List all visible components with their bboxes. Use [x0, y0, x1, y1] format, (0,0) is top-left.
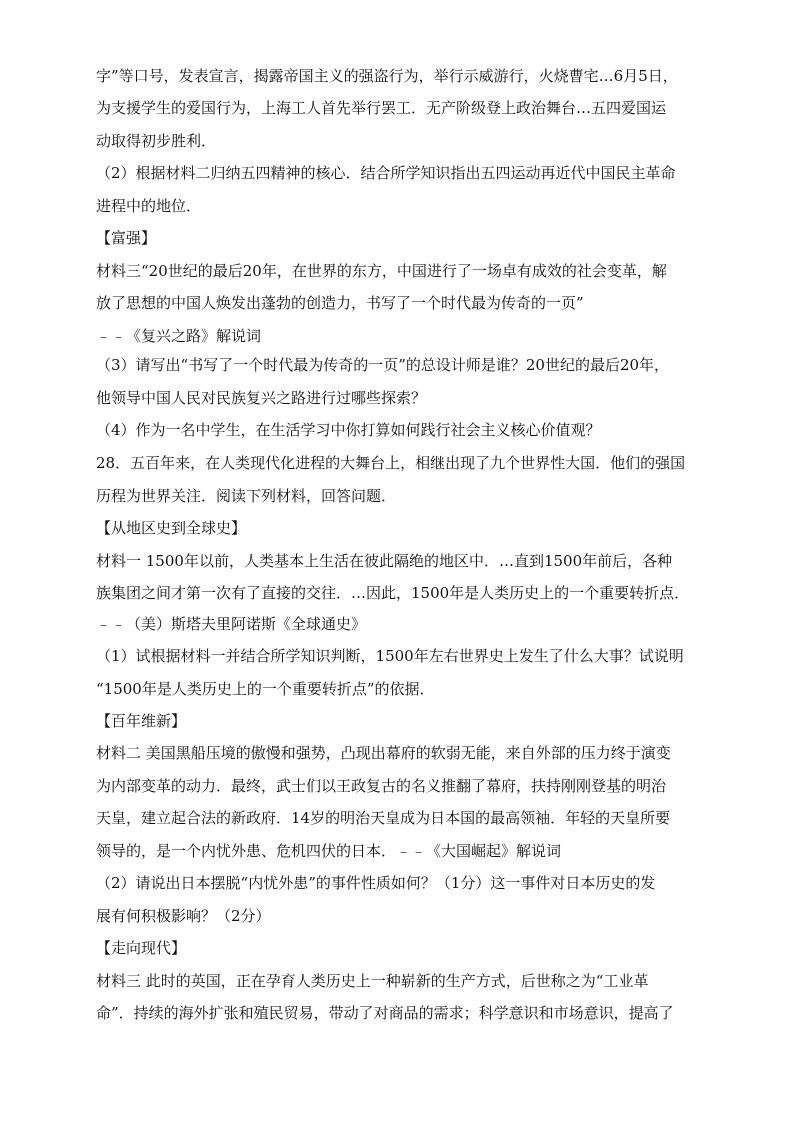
text-line: 为支援学生的爱国行为，上海工人首先举行罢工．无产阶级登上政治舞台…五四爱国运 — [96, 99, 667, 117]
text-line: 族集团之间才第一次有了直接的交往．…因此，1500年是人类历史上的一个重要转折点． — [96, 584, 690, 602]
section-heading: 【走向现代】 — [96, 939, 187, 957]
text-line: 材料一 1500年以前，人类基本上生活在彼此隔绝的地区中．…直到1500年前后，各种 — [96, 552, 673, 570]
text-line: 为内部变革的动力．最终，武士们以王政复古的名义推翻了幕府，扶持刚刚登基的明治 — [96, 777, 667, 795]
section-heading: 【从地区史到全球史】 — [96, 519, 247, 537]
question-line: “1500年是人类历史上的一个重要转折点”的依据． — [96, 680, 435, 698]
text-line: 材料三“20世纪的最后20年，在世界的东方，中国进行了一场卓有成效的社会变革，解 — [96, 262, 667, 280]
question-line: （2）请说出日本摆脱“内忧外患”的事件性质如何？（1分）这一事件对日本历史的发 — [96, 874, 656, 892]
question-line: 他领导中国人民对民族复兴之路进行过哪些探索？ — [96, 389, 427, 407]
question-line: 展有何积极影响？（2分） — [96, 907, 271, 925]
source-citation: ﹣﹣《复兴之路》解说词 — [96, 327, 262, 345]
question-line: 历程为世界关注．阅读下列材料，回答问题． — [96, 487, 397, 505]
question-line: 进程中的地位． — [96, 197, 202, 215]
text-line: 命”．持续的海外扩张和殖民贸易，带动了对商品的需求；科学意识和市场意识，提高了 — [96, 1004, 674, 1022]
question-line: 28．五百年来，在人类现代化进程的大舞台上，相继出现了九个世界性大国．他们的强国 — [96, 454, 686, 472]
section-heading: 【百年维新】 — [96, 712, 187, 730]
text-line: 材料三 此时的英国，正在孕育人类历史上一种崭新的生产方式，后世称之为“工业革 — [96, 972, 649, 990]
text-line: 放了思想的中国人焕发出蓬勃的创造力，书写了一个时代最为传奇的一页” — [96, 294, 584, 312]
text-line: 动取得初步胜利． — [96, 132, 217, 150]
text-line: 材料二 美国黑船压境的傲慢和强势，凸现出幕府的软弱无能，来自外部的压力终于演变 — [96, 744, 671, 762]
question-line: （4）作为一名中学生，在生活学习中你打算如何践行社会主义核心价值观？ — [96, 421, 601, 439]
section-heading: 【富强】 — [96, 229, 157, 247]
source-citation: ﹣﹣（美）斯塔夫里阿诺斯《全球通史》 — [96, 615, 367, 633]
text-line: 字”等口号，发表宣言，揭露帝国主义的强盗行为，举行示威游行，火烧曹宅…6月5日， — [96, 67, 678, 85]
text-line: 领导的，是一个内忧外患、危机四伏的日本．﹣﹣《大国崛起》解说词 — [96, 842, 562, 860]
question-line: （3）请写出“书写了一个时代最为传奇的一页”的总设计师是谁？20世纪的最后20年， — [96, 356, 670, 374]
question-line: （2）根据材料二归纳五四精神的核心．结合所学知识指出五四运动再近代中国民主革命 — [96, 164, 676, 182]
question-line: （1）试根据材料一并结合所学知识判断，1500年左右世界史上发生了什么大事？试说明 — [96, 647, 684, 665]
text-line: 天皇，建立起合法的新政府．14岁的明治天皇成为日本国的最高领袖．年轻的天皇所要 — [96, 809, 671, 827]
